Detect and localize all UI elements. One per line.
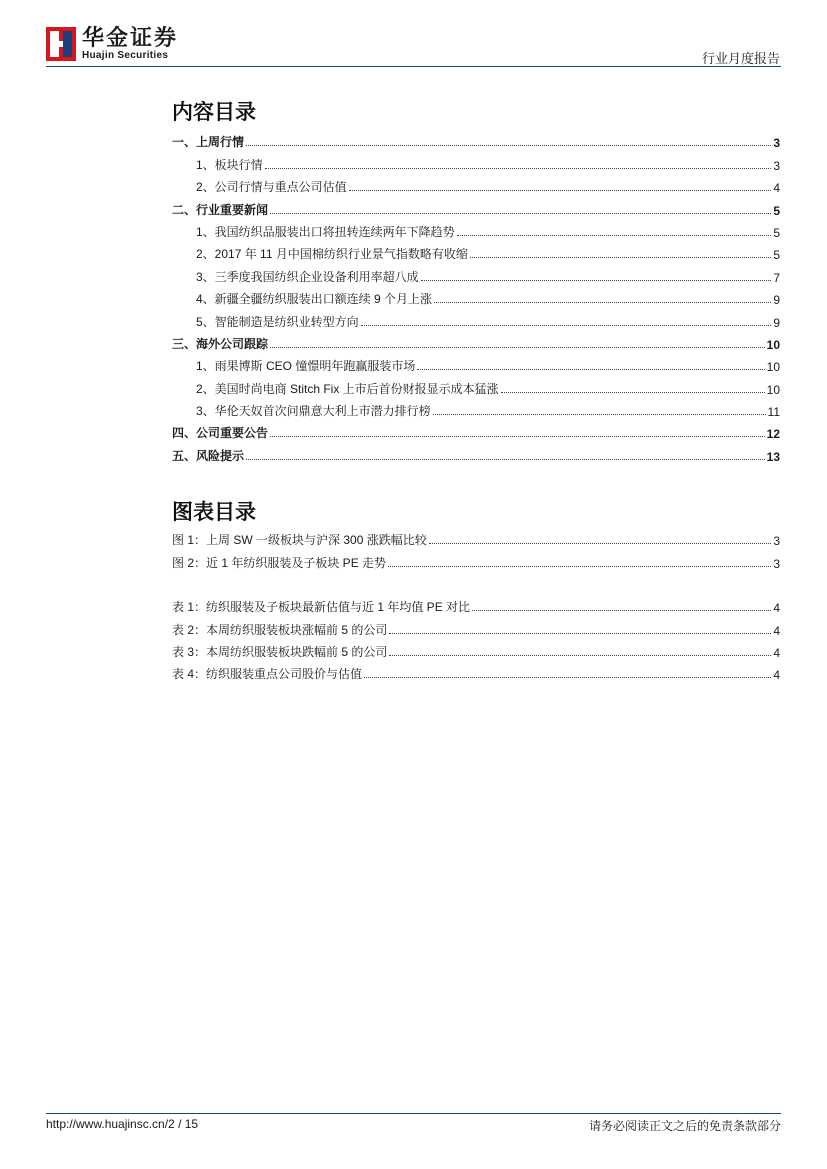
footer-url-page: http://www.huajinsc.cn/2 / 15: [46, 1117, 199, 1131]
toc-entry-title: 表 1：纺织服装及子板块最新估值与近 1 年均值 PE 对比: [172, 600, 471, 615]
toc-entry-title: 图 1：上周 SW 一级板块与沪深 300 涨跌幅比较: [172, 533, 427, 548]
toc-entry-page: 3: [773, 158, 780, 173]
toc-entry-title: 1、我国纺织品服装出口将扭转连续两年下降趋势: [196, 224, 455, 239]
toc-entry-page: 3: [773, 556, 780, 571]
toc-entry[interactable]: [172, 548, 780, 570]
toc-entry-page: 3: [773, 534, 780, 549]
toc-entry-title: 3、华伦天奴首次问鼎意大利上市潜力排行榜: [196, 404, 431, 419]
contents-title: 内容目录: [172, 101, 256, 124]
toc-entry-title: 4、新疆全疆纺织服装出口额连续 9 个月上涨: [196, 292, 433, 307]
toc-entry-page: 4: [773, 645, 780, 660]
dot-leader: [388, 566, 771, 567]
toc-entry[interactable]: [172, 285, 780, 307]
toc-entry-page: 11: [767, 405, 780, 420]
figures-list: [172, 526, 780, 682]
toc-entry-title: 1、板块行情: [196, 157, 263, 172]
toc-entry[interactable]: [172, 240, 780, 262]
dot-leader: [434, 302, 771, 303]
document-type: 行业月度报告: [701, 51, 780, 66]
toc-entry-title: 2、2017 年 11 月中国棉纺织行业景气指数略有收缩: [196, 247, 468, 262]
figures-title: 图表目录: [172, 501, 256, 524]
dot-leader: [270, 347, 765, 348]
toc-entry-page: 12: [766, 427, 780, 442]
dot-leader: [389, 633, 771, 634]
toc-entry-page: 4: [773, 601, 780, 616]
toc-entry-page: 5: [773, 203, 780, 218]
toc-entry[interactable]: [172, 307, 780, 329]
dot-leader: [457, 235, 772, 236]
toc-entry-page: 4: [773, 668, 780, 683]
dot-leader: [429, 543, 772, 544]
toc-entry-page: 9: [773, 293, 780, 308]
footer-disclaimer: 请务必阅读正文之后的免责条款部分: [588, 1119, 781, 1133]
toc-entry-title: 表 3：本周纺织服装板块跌幅前 5 的公司: [172, 644, 388, 659]
toc-entry[interactable]: [172, 173, 780, 195]
dot-leader: [361, 325, 772, 326]
toc-entry[interactable]: [172, 526, 780, 548]
toc-entry[interactable]: [172, 638, 780, 660]
toc-entry-title: 三、海外公司跟踪: [172, 336, 269, 351]
dot-leader: [364, 677, 771, 678]
toc-entry[interactable]: [172, 397, 780, 419]
toc-entry[interactable]: [172, 593, 780, 615]
toc-entry[interactable]: [172, 352, 780, 374]
dot-leader: [472, 610, 771, 611]
toc-entry-title: 图 2：近 1 年纺织服装及子板块 PE 走势: [172, 555, 387, 570]
list-spacer: [172, 571, 780, 593]
toc-entry-title: 1、雨果博斯 CEO 憧憬明年跑赢服装市场: [196, 359, 416, 374]
dot-leader: [349, 190, 772, 191]
toc-entry[interactable]: [172, 330, 780, 352]
footer-divider: [46, 1113, 781, 1114]
header-divider: [46, 66, 781, 67]
toc-entry-title: 2、公司行情与重点公司估值: [196, 180, 347, 195]
dot-leader: [501, 392, 765, 393]
toc-entry-page: 4: [773, 623, 780, 638]
toc-entry-title: 四、公司重要公告: [172, 426, 269, 441]
toc-entry-title: 5、智能制造是纺织业转型方向: [196, 314, 359, 329]
toc-entry-title: 表 2：本周纺织服装板块涨幅前 5 的公司: [172, 622, 388, 637]
toc-entry-title: 3、三季度我国纺织企业设备利用率超八成: [196, 269, 419, 284]
dot-leader: [433, 414, 766, 415]
toc-entry-page: 5: [773, 225, 780, 240]
dot-leader: [421, 280, 772, 281]
toc-entry-page: 13: [766, 449, 780, 464]
toc-entry-title: 2、美国时尚电商 Stitch Fix 上市后首份财报显示成本猛涨: [196, 381, 499, 396]
toc-entry[interactable]: [172, 195, 780, 217]
toc-entry-page: 5: [773, 248, 780, 263]
toc-entry-page: 9: [773, 315, 780, 330]
brand-name-cn: 华金证券: [82, 25, 179, 50]
dot-leader: [417, 369, 764, 370]
page-header: [0, 0, 827, 70]
toc-entry-page: 10: [766, 337, 780, 352]
toc-entry[interactable]: [172, 419, 780, 441]
toc-entry-page: 10: [766, 360, 780, 375]
toc-entry-page: 3: [773, 136, 780, 151]
brand-name-en: Huajin Securities: [82, 50, 169, 61]
toc-entry[interactable]: [172, 374, 780, 396]
dot-leader: [389, 655, 771, 656]
toc-entry-page: 7: [773, 270, 780, 285]
dot-leader: [270, 213, 771, 214]
toc-entry[interactable]: [172, 218, 780, 240]
toc-entry-page: 4: [773, 181, 780, 196]
brand: [82, 26, 178, 62]
toc-entry[interactable]: [172, 128, 780, 150]
toc-entry[interactable]: [172, 660, 780, 682]
toc-entry-title: 五、风险提示: [172, 448, 245, 463]
dot-leader: [246, 459, 765, 460]
dot-leader: [270, 436, 765, 437]
toc-entry-title: 二、行业重要新闻: [172, 202, 269, 217]
toc-entry[interactable]: [172, 150, 780, 172]
dot-leader: [470, 257, 771, 258]
huajin-logo-icon: [46, 27, 76, 61]
toc-entry[interactable]: [172, 615, 780, 637]
toc-entry-title: 一、上周行情: [172, 135, 245, 150]
contents-list: [172, 128, 780, 464]
toc-entry[interactable]: [172, 441, 780, 463]
dot-leader: [246, 145, 771, 146]
dot-leader: [265, 168, 772, 169]
toc-entry[interactable]: [172, 262, 780, 284]
toc-entry-page: 10: [766, 382, 780, 397]
toc-entry-title: 表 4：纺织服装重点公司股价与估值: [172, 667, 363, 682]
